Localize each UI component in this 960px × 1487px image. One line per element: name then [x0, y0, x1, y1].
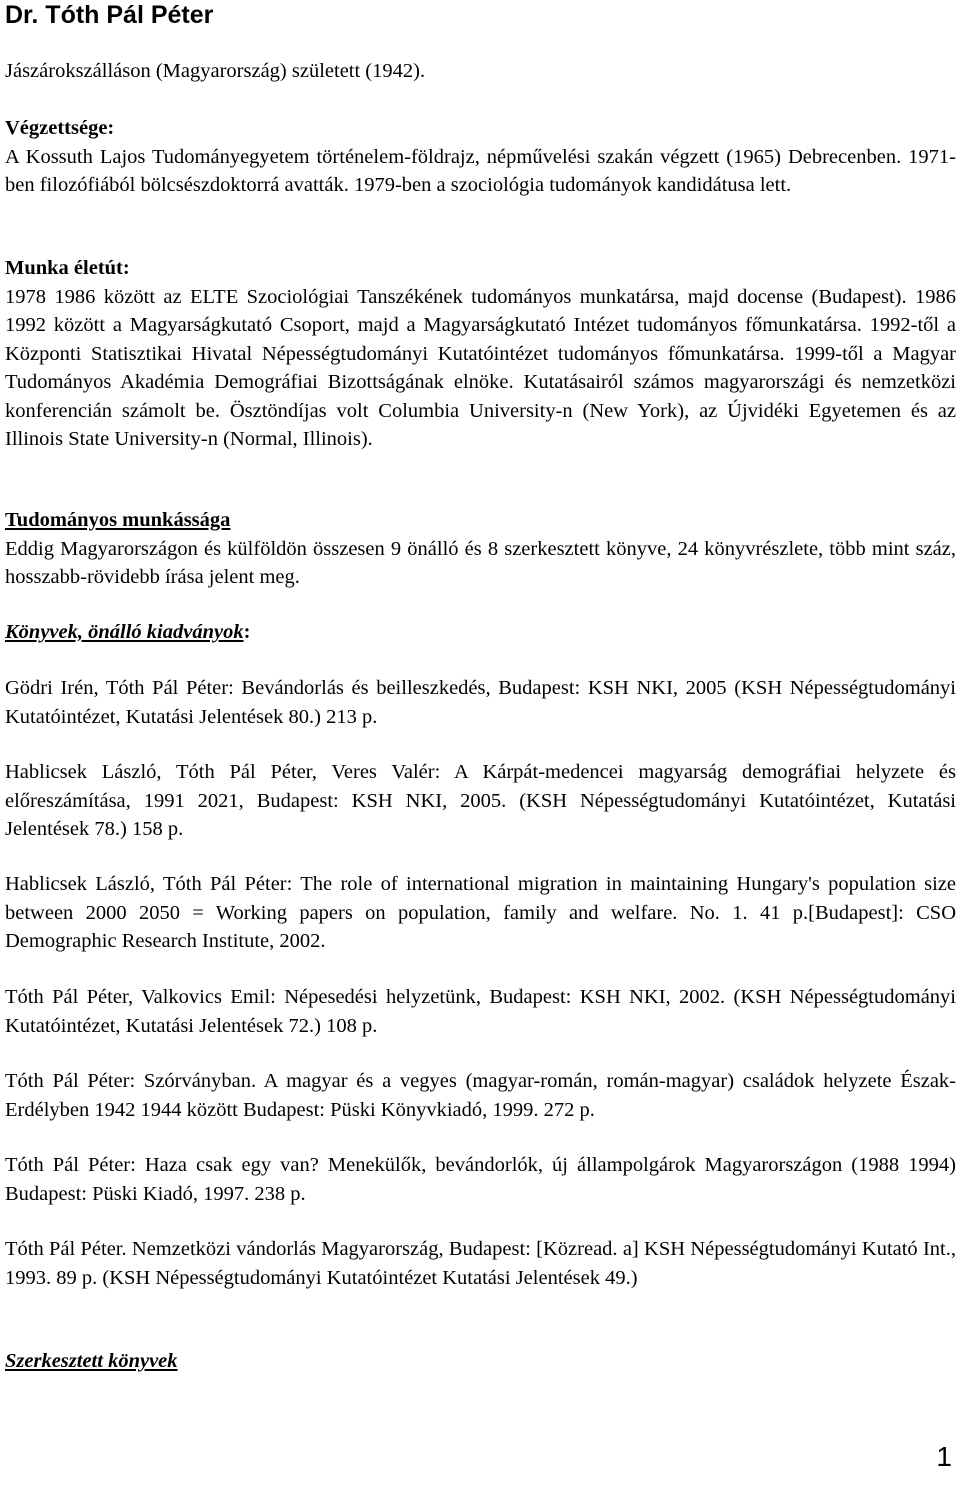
book-entry-text: Tóth Pál Péter: Szórványban. A magyar és a vegyes (magyar-román, román-magyar) családok helyzete Észak-Erdélyben 1942 1944 között Budapest: Püski Könyvkiadó, 1999. 272 p.	[5, 1070, 956, 1121]
edited-heading-block	[5, 1347, 956, 1376]
book-entry	[5, 1067, 956, 1124]
birth-paragraph	[5, 57, 956, 86]
book-entry-text: Tóth Pál Péter, Valkovics Emil: Népesedési helyzetünk, Budapest: KSH NKI, 2002. (KSH Népességtudományi Kutatóintézet, Kutatási Jelentések 72.) 108 p.	[5, 986, 956, 1037]
page-title: Dr. Tóth Pál Péter	[5, 1, 214, 29]
education-section	[5, 114, 956, 200]
education-text: A Kossuth Lajos Tudományegyetem történelem-földrajz, népművelési szakán végzett (1965) Debrecenben. 1971-ben filozófiából bölcsészdoktorrá avatták. 1979-ben a szociológia tudományok kandidátusa lett.	[5, 145, 956, 196]
book-entry	[5, 983, 956, 1040]
career-section	[5, 254, 956, 454]
book-entry-text: Gödri Irén, Tóth Pál Péter: Bevándorlás és beilleszkedés, Budapest: KSH NKI, 2005 (KSH Népességtudományi Kutatóintézet, Kutatási Jelentések 80.) 213 p.	[5, 677, 956, 728]
scientific-heading: Tudományos munkássága	[5, 509, 231, 531]
book-entry-text: Tóth Pál Péter. Nemzetközi vándorlás Magyarország, Budapest: [Közread. a] KSH Népességtudományi Kutató Int., 1993. 89 p. (KSH Népességtudományi Kutatóintézet Kutatási Jelentések 49.)	[5, 1238, 956, 1289]
book-entry-text: Tóth Pál Péter: Haza csak egy van? Menekülők, bevándorlók, új állampolgárok Magyarországon (1988 1994) Budapest: Püski Kiadó, 1997. 238 p.	[5, 1154, 956, 1205]
book-entry	[5, 758, 956, 844]
page-number: 1	[936, 1441, 952, 1472]
book-entry	[5, 674, 956, 731]
book-entry	[5, 1235, 956, 1292]
book-entry	[5, 870, 956, 956]
edited-heading: Szerkesztett könyvek	[5, 1350, 178, 1372]
education-heading: Végzettsége:	[5, 117, 115, 139]
books-heading	[5, 618, 956, 647]
book-entry	[5, 1151, 956, 1208]
books-heading-label: Könyvek, önálló kiadványok	[5, 621, 244, 643]
career-heading: Munka életút:	[5, 257, 130, 279]
career-text: 1978 1986 között az ELTE Szociológiai Tanszékének tudományos munkatársa, majd docense (Budapest). 1986 1992 között a Magyarságkutató Csoport, majd a Magyarságkutató Intézet tudományos főmunkatársa. 1992-től a Központi Statisztikai Hivatal Népességtudományi Kutatóintézet tudományos főmunkatársa. 1999-től a Magyar Tudományos Akadémia Demográfiai Bizottságának elnöke. Kutatásairól számos magyarországi és nemzetközi konferencián számolt be. Ösztöndíjas volt Columbia University-n (New York), az Újvidéki Egyetemen és az Illinois State University-n (Normal, Illinois).	[5, 285, 956, 450]
book-entry-text: Hablicsek László, Tóth Pál Péter: The role of international migration in maintaining Hungary's population size between 2000 2050 = Working papers on population, family and welfare. No. 1. 41 p.[Budapest]: CSO Demographic Research Institute, 2002.	[5, 873, 956, 952]
books-heading-colon: :	[243, 621, 251, 643]
scientific-section	[5, 506, 956, 592]
book-entry-text: Hablicsek László, Tóth Pál Péter, Veres Valér: A Kárpát-medencei magyarság demográfiai helyzete és előreszámítása, 1991 2021, Budapest: KSH NKI, 2005. (KSH Népességtudományi Kutatóintézet, Kutatási Jelentések 78.) 158 p.	[5, 761, 956, 840]
books-heading-block	[5, 618, 956, 647]
birth-text: Jászárokszálláson (Magyarország) született (1942).	[5, 60, 426, 82]
scientific-text: Eddig Magyarországon és külföldön összesen 9 önálló és 8 szerkesztett könyve, 24 könyvrészlete, több mint száz, hosszabb-rövidebb írása jelent meg.	[5, 537, 956, 588]
